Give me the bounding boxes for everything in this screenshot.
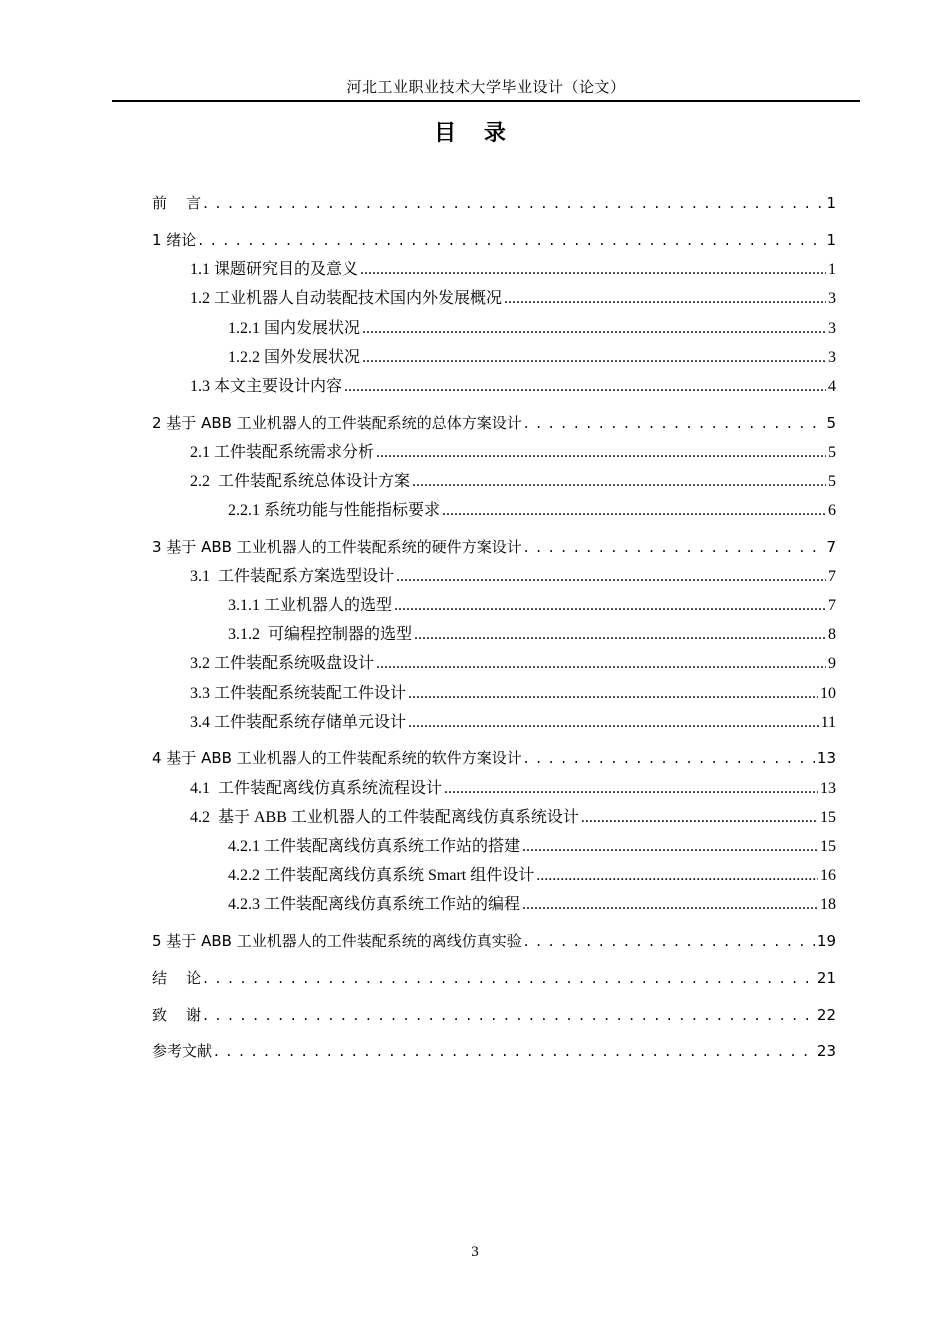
toc-entry-3-2[interactable] <box>190 650 836 673</box>
toc-entry-4-1[interactable] <box>190 775 836 798</box>
leader-dots <box>198 231 824 249</box>
toc-entry-label: 4.2.2 工件装配离线仿真系统 Smart 组件设计 <box>228 867 535 884</box>
toc-entry-preface[interactable] <box>152 192 836 213</box>
toc-entry-1-2-1[interactable] <box>228 315 836 338</box>
toc-entry-label: 3.1.1 工业机器人的选型 <box>228 597 393 614</box>
toc-entry-label: 前 言 <box>152 194 202 212</box>
toc-page-number: 3 <box>828 290 836 307</box>
toc-entry-label: 5 基于 ABB 工业机器人的工件装配系统的离线仿真实验 <box>152 932 522 950</box>
leader-dots <box>581 809 818 827</box>
toc-entry-1-1[interactable] <box>190 256 836 279</box>
toc-entry-3-1[interactable] <box>190 563 836 586</box>
toc-page-number: 15 <box>820 838 836 855</box>
toc-entry-4-2[interactable] <box>190 804 836 827</box>
page-title: 目 录 <box>434 121 516 146</box>
toc-entry-1-2-2[interactable] <box>228 344 836 367</box>
toc-entry-label: 2.1 工件装配系统需求分析 <box>190 444 375 461</box>
leader-dots <box>442 502 826 520</box>
leader-dots <box>408 685 818 703</box>
toc-entry-label: 2 基于 ABB 工业机器人的工件装配系统的总体方案设计 <box>152 414 522 432</box>
toc-page-number: 16 <box>820 867 836 884</box>
toc-page-number: 21 <box>816 969 836 987</box>
toc-entry-label: 3.1 工件装配系方案选型设计 <box>190 568 395 585</box>
toc-entry-label: 致 谢 <box>152 1006 202 1024</box>
toc-page-number: 1 <box>828 261 836 278</box>
toc-page-number: 6 <box>828 502 836 519</box>
toc-page-number: 7 <box>826 538 836 556</box>
header-rule <box>112 100 860 102</box>
toc-entry-label: 参考文献 <box>152 1042 213 1060</box>
toc-page-number: 19 <box>816 932 836 950</box>
toc-entry-4-2-3[interactable] <box>228 891 836 914</box>
toc-entry-2-2-1[interactable] <box>228 497 836 520</box>
toc-page-number: 10 <box>820 685 836 702</box>
leader-dots <box>362 349 826 367</box>
toc-page-number: 5 <box>826 414 836 432</box>
toc-entry-ch1[interactable] <box>152 229 836 250</box>
leader-dots <box>214 1042 815 1060</box>
toc-entry-4-2-2[interactable] <box>228 862 836 885</box>
page-number: 3 <box>471 1244 479 1260</box>
toc-entry-conclusion[interactable] <box>152 967 836 988</box>
leader-dots <box>376 655 826 673</box>
toc-page-number: 9 <box>828 655 836 672</box>
toc-entry-label: 3.4 工件装配系统存储单元设计 <box>190 714 407 731</box>
toc-entry-3-3[interactable] <box>190 680 836 703</box>
toc-entry-label: 4 基于 ABB 工业机器人的工件装配系统的软件方案设计 <box>152 749 522 767</box>
toc-page-number: 7 <box>828 597 836 614</box>
leader-dots <box>524 932 815 950</box>
leader-dots <box>203 969 815 987</box>
toc-entry-label: 1 绪论 <box>152 231 197 249</box>
toc-entry-4-2-1[interactable] <box>228 833 836 856</box>
toc-entry-label: 1.2.1 国内发展状况 <box>228 320 361 337</box>
toc-entry-references[interactable] <box>152 1040 836 1061</box>
toc-page-number: 22 <box>816 1006 836 1024</box>
leader-dots <box>344 378 826 396</box>
toc-page-number: 23 <box>816 1042 836 1060</box>
leader-dots <box>444 780 818 798</box>
toc-entry-label: 结 论 <box>152 969 202 987</box>
leader-dots <box>414 626 826 644</box>
toc-entry-label: 4.2.3 工件装配离线仿真系统工作站的编程 <box>228 896 521 913</box>
toc-entry-label: 3.3 工件装配系统装配工件设计 <box>190 685 407 702</box>
toc-entry-3-1-1[interactable] <box>228 592 836 615</box>
toc-entry-ch2[interactable] <box>152 412 836 433</box>
toc-entry-label: 3 基于 ABB 工业机器人的工件装配系统的硬件方案设计 <box>152 538 522 556</box>
leader-dots <box>504 290 826 308</box>
toc-page-number: 8 <box>828 626 836 643</box>
toc-entry-label: 4.2 基于 ABB 工业机器人的工件装配离线仿真系统设计 <box>190 809 579 826</box>
leader-dots <box>203 1006 815 1024</box>
toc-entry-label: 1.2 工业机器人自动装配技术国内外发展概况 <box>190 290 503 307</box>
toc-page-number: 13 <box>820 780 836 797</box>
toc-entry-2-1[interactable] <box>190 439 836 462</box>
toc-entry-label: 1.3 本文主要设计内容 <box>190 378 343 395</box>
toc-page-number: 5 <box>828 444 836 461</box>
toc-page-number: 3 <box>828 320 836 337</box>
toc-page-number: 7 <box>828 568 836 585</box>
leader-dots <box>524 749 815 767</box>
toc-page-number: 18 <box>820 896 836 913</box>
leader-dots <box>522 896 818 914</box>
toc-page-number: 3 <box>828 349 836 366</box>
toc-entry-acknowledgement[interactable] <box>152 1004 836 1025</box>
toc-entry-label: 4.1 工件装配离线仿真系统流程设计 <box>190 780 443 797</box>
toc-page-number: 13 <box>816 749 836 767</box>
toc-entry-label: 4.2.1 工件装配离线仿真系统工作站的搭建 <box>228 838 521 855</box>
toc-entry-1-3[interactable] <box>190 373 836 396</box>
toc-entry-label: 2.2 工件装配系统总体设计方案 <box>190 473 411 490</box>
toc-entry-label: 1.2.2 国外发展状况 <box>228 349 361 366</box>
leader-dots <box>522 838 818 856</box>
toc-entry-3-1-2[interactable] <box>228 621 836 644</box>
leader-dots <box>524 538 825 556</box>
toc-entry-ch5[interactable] <box>152 930 836 951</box>
leader-dots <box>360 261 826 279</box>
leader-dots <box>396 568 826 586</box>
running-header: 河北工业职业技术大学毕业设计（论文） <box>346 80 626 96</box>
leader-dots <box>203 194 824 212</box>
toc-entry-2-2[interactable] <box>190 468 836 491</box>
leader-dots <box>524 414 825 432</box>
toc-entry-ch4[interactable] <box>152 747 836 768</box>
toc-page-number: 5 <box>828 473 836 490</box>
toc-entry-ch3[interactable] <box>152 536 836 557</box>
toc-entry-label: 3.2 工件装配系统吸盘设计 <box>190 655 375 672</box>
toc-entry-3-4[interactable] <box>190 709 836 732</box>
leader-dots <box>362 320 826 338</box>
toc-page-number: 1 <box>826 231 836 249</box>
toc-entry-label: 2.2.1 系统功能与性能指标要求 <box>228 502 441 519</box>
leader-dots <box>412 473 826 491</box>
toc-entry-label: 3.1.2 可编程控制器的选型 <box>228 626 413 643</box>
leader-dots <box>408 714 819 732</box>
toc-entry-label: 1.1 课题研究目的及意义 <box>190 261 359 278</box>
toc-page-number: 11 <box>820 714 836 731</box>
toc-page-number: 4 <box>828 378 836 395</box>
leader-dots <box>536 867 818 885</box>
leader-dots <box>394 597 826 615</box>
toc-page-number: 15 <box>820 809 836 826</box>
toc-entry-1-2[interactable] <box>190 285 836 308</box>
toc-page-number: 1 <box>826 194 836 212</box>
leader-dots <box>376 444 826 462</box>
